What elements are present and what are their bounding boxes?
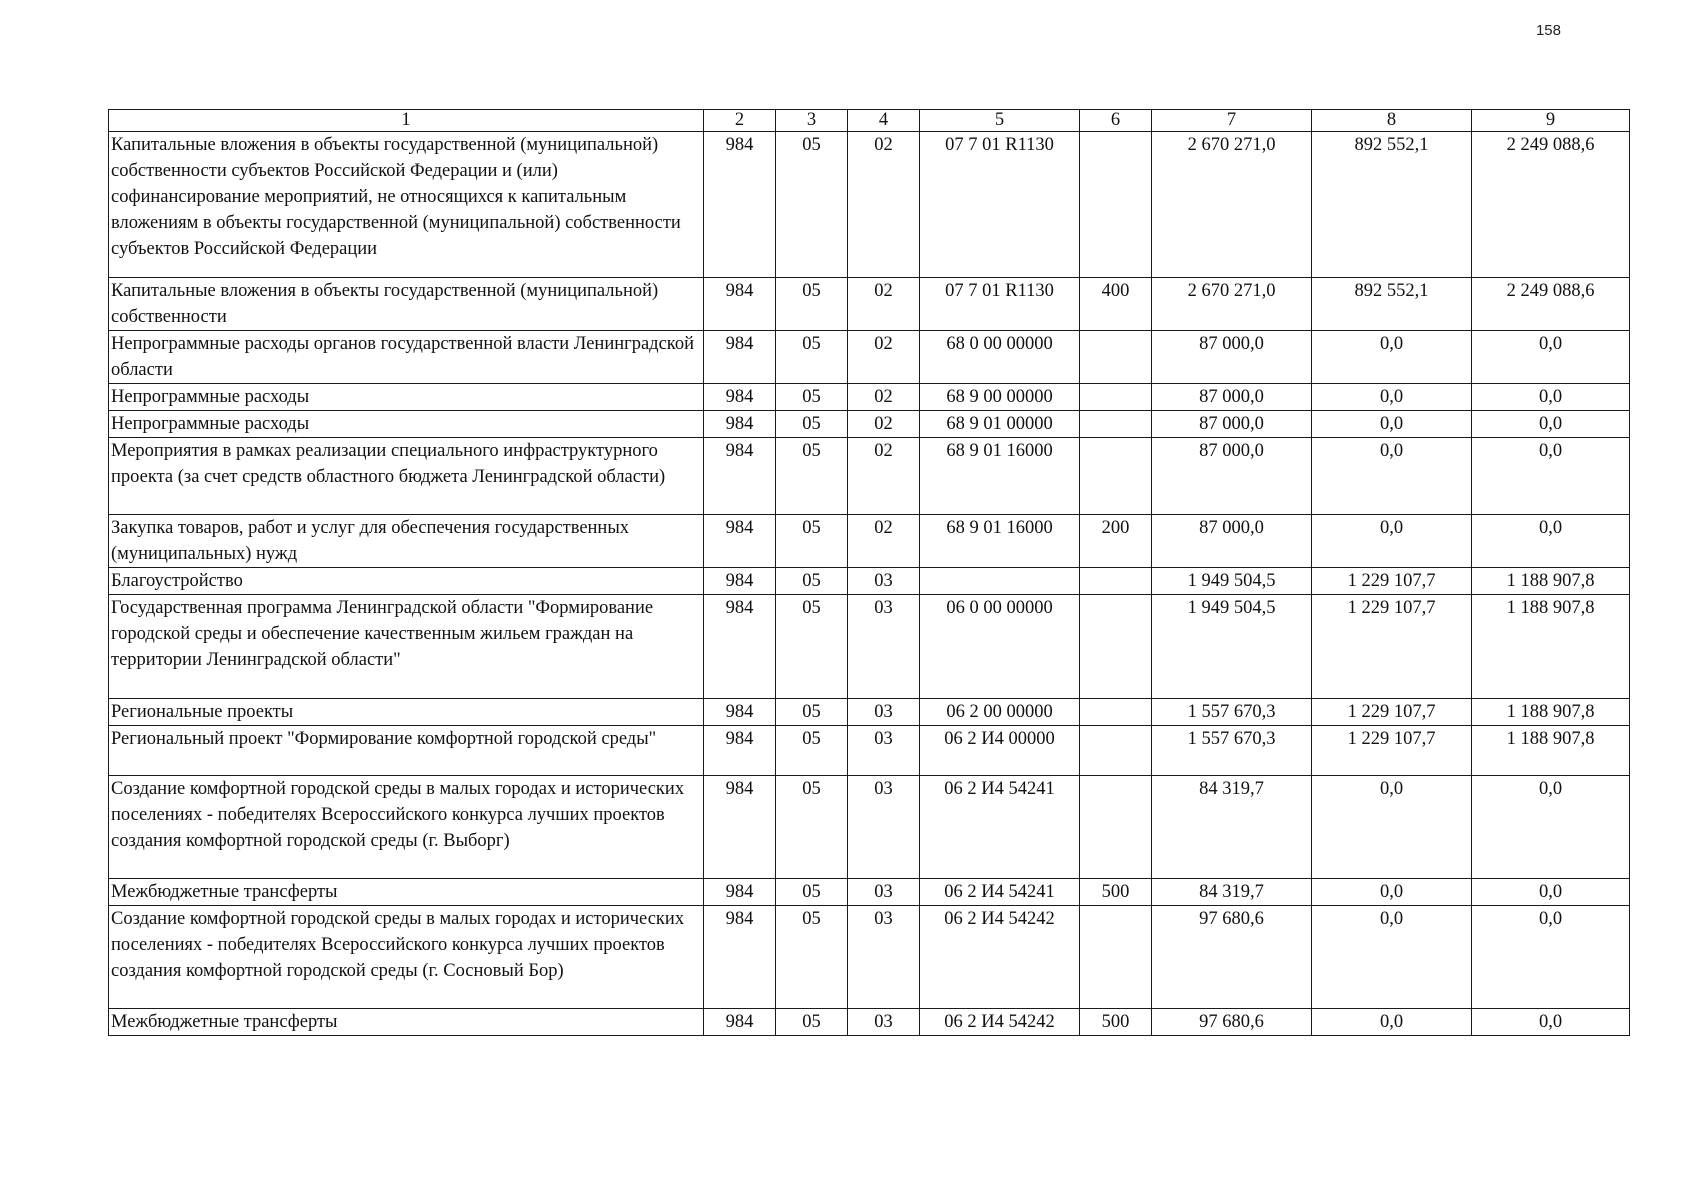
cell-admin-code: 984 (704, 879, 776, 906)
cell-amount-9: 2 249 088,6 (1472, 132, 1630, 278)
row-name: Создание комфортной городской среды в малых городах и исторических поселениях - победителях Всероссийского конкурса лучших проектов создания комфортной городской среды (г. Выборг) (109, 776, 704, 879)
cell-expense-type (1080, 411, 1152, 438)
cell-expense-type (1080, 776, 1152, 879)
table-row (109, 331, 1630, 384)
cell-amount-7: 84 319,7 (1152, 879, 1312, 906)
cell-admin-code: 984 (704, 906, 776, 1009)
cell-amount-7: 87 000,0 (1152, 515, 1312, 568)
cell-section: 05 (776, 515, 848, 568)
cell-amount-8: 0,0 (1312, 515, 1472, 568)
cell-admin-code: 984 (704, 411, 776, 438)
cell-subsection: 03 (848, 595, 920, 699)
cell-amount-9: 0,0 (1472, 411, 1630, 438)
cell-expense-type (1080, 699, 1152, 726)
table-row (109, 776, 1630, 879)
row-name: Создание комфортной городской среды в малых городах и исторических поселениях - победителях Всероссийского конкурса лучших проектов создания комфортной городской среды (г. Сосновый Бор) (109, 906, 704, 1009)
header-col-6: 6 (1080, 110, 1152, 132)
table-row (109, 132, 1630, 278)
cell-section: 05 (776, 879, 848, 906)
cell-amount-9: 0,0 (1472, 384, 1630, 411)
cell-subsection: 02 (848, 411, 920, 438)
cell-section: 05 (776, 411, 848, 438)
cell-expense-type (1080, 438, 1152, 515)
cell-target-article: 06 2 И4 54241 (920, 776, 1080, 879)
cell-subsection: 03 (848, 879, 920, 906)
cell-amount-9: 0,0 (1472, 879, 1630, 906)
table-row (109, 699, 1630, 726)
cell-target-article: 68 9 01 00000 (920, 411, 1080, 438)
cell-admin-code: 984 (704, 568, 776, 595)
table-row (109, 411, 1630, 438)
cell-amount-9: 0,0 (1472, 776, 1630, 879)
cell-amount-8: 892 552,1 (1312, 278, 1472, 331)
cell-target-article: 68 9 01 16000 (920, 438, 1080, 515)
page-number: 158 (1535, 22, 1561, 39)
cell-expense-type (1080, 384, 1152, 411)
table-row (109, 384, 1630, 411)
cell-amount-8: 1 229 107,7 (1312, 595, 1472, 699)
cell-amount-9: 1 188 907,8 (1472, 595, 1630, 699)
row-name: Капитальные вложения в объекты государственной (муниципальной) собственности (109, 278, 704, 331)
row-name: Благоустройство (109, 568, 704, 595)
header-row (109, 110, 1630, 132)
cell-amount-7: 84 319,7 (1152, 776, 1312, 879)
header-col-2: 2 (704, 110, 776, 132)
cell-admin-code: 984 (704, 699, 776, 726)
cell-amount-9: 0,0 (1472, 515, 1630, 568)
cell-target-article: 07 7 01 R1130 (920, 278, 1080, 331)
header-col-8: 8 (1312, 110, 1472, 132)
cell-admin-code: 984 (704, 132, 776, 278)
cell-target-article: 68 9 01 16000 (920, 515, 1080, 568)
cell-expense-type: 200 (1080, 515, 1152, 568)
cell-amount-9: 2 249 088,6 (1472, 278, 1630, 331)
row-name: Региональные проекты (109, 699, 704, 726)
cell-expense-type (1080, 906, 1152, 1009)
table-row (109, 438, 1630, 515)
header-col-3: 3 (776, 110, 848, 132)
row-name: Капитальные вложения в объекты государственной (муниципальной) собственности субъектов Российской Федерации и (или) софинансирование мероприятий, не относящихся к капитальным вложениям в объекты государственной (муниципальной) собственности субъектов Российской Федерации (109, 132, 704, 278)
cell-subsection: 02 (848, 384, 920, 411)
cell-amount-9: 1 188 907,8 (1472, 568, 1630, 595)
cell-target-article: 68 0 00 00000 (920, 331, 1080, 384)
cell-subsection: 02 (848, 438, 920, 515)
row-name: Непрограммные расходы (109, 411, 704, 438)
cell-admin-code: 984 (704, 278, 776, 331)
row-name: Государственная программа Ленинградской области "Формирование городской среды и обеспечение качественным жильем граждан на территории Ленинградской области" (109, 595, 704, 699)
row-name: Закупка товаров, работ и услуг для обеспечения государственных (муниципальных) нужд (109, 515, 704, 568)
cell-amount-7: 87 000,0 (1152, 384, 1312, 411)
table-row (109, 595, 1630, 699)
cell-target-article: 06 2 И4 54242 (920, 1009, 1080, 1036)
row-name: Непрограммные расходы органов государственной власти Ленинградской области (109, 331, 704, 384)
cell-amount-7: 1 557 670,3 (1152, 726, 1312, 776)
cell-amount-8: 892 552,1 (1312, 132, 1472, 278)
cell-target-article: 06 0 00 00000 (920, 595, 1080, 699)
table-row (109, 879, 1630, 906)
cell-amount-9: 1 188 907,8 (1472, 699, 1630, 726)
cell-section: 05 (776, 278, 848, 331)
cell-amount-7: 87 000,0 (1152, 331, 1312, 384)
cell-section: 05 (776, 699, 848, 726)
cell-amount-7: 87 000,0 (1152, 438, 1312, 515)
cell-amount-8: 0,0 (1312, 879, 1472, 906)
table-row (109, 568, 1630, 595)
cell-admin-code: 984 (704, 331, 776, 384)
cell-section: 05 (776, 438, 848, 515)
cell-expense-type: 500 (1080, 1009, 1152, 1036)
cell-admin-code: 984 (704, 438, 776, 515)
cell-amount-7: 1 557 670,3 (1152, 699, 1312, 726)
header-col-5: 5 (920, 110, 1080, 132)
cell-expense-type (1080, 132, 1152, 278)
row-name: Мероприятия в рамках реализации специального инфраструктурного проекта (за счет средств областного бюджета Ленинградской области) (109, 438, 704, 515)
cell-section: 05 (776, 906, 848, 1009)
table-body (109, 132, 1630, 1036)
cell-subsection: 03 (848, 1009, 920, 1036)
cell-amount-8: 0,0 (1312, 438, 1472, 515)
row-name: Межбюджетные трансферты (109, 1009, 704, 1036)
cell-subsection: 03 (848, 726, 920, 776)
cell-amount-7: 2 670 271,0 (1152, 132, 1312, 278)
cell-section: 05 (776, 726, 848, 776)
cell-expense-type (1080, 726, 1152, 776)
header-col-7: 7 (1152, 110, 1312, 132)
cell-target-article: 07 7 01 R1130 (920, 132, 1080, 278)
cell-target-article (920, 568, 1080, 595)
cell-admin-code: 984 (704, 776, 776, 879)
cell-target-article: 06 2 И4 54241 (920, 879, 1080, 906)
cell-amount-7: 2 670 271,0 (1152, 278, 1312, 331)
cell-amount-7: 97 680,6 (1152, 906, 1312, 1009)
cell-amount-9: 0,0 (1472, 331, 1630, 384)
cell-target-article: 06 2 И4 54242 (920, 906, 1080, 1009)
cell-amount-8: 0,0 (1312, 1009, 1472, 1036)
table-header (109, 110, 1630, 132)
cell-amount-8: 0,0 (1312, 411, 1472, 438)
cell-section: 05 (776, 776, 848, 879)
table-row (109, 278, 1630, 331)
header-col-4: 4 (848, 110, 920, 132)
cell-amount-7: 1 949 504,5 (1152, 595, 1312, 699)
cell-amount-9: 0,0 (1472, 1009, 1630, 1036)
cell-section: 05 (776, 132, 848, 278)
cell-target-article: 06 2 И4 00000 (920, 726, 1080, 776)
cell-expense-type (1080, 568, 1152, 595)
header-col-9: 9 (1472, 110, 1630, 132)
cell-subsection: 03 (848, 699, 920, 726)
cell-subsection: 02 (848, 278, 920, 331)
row-name: Непрограммные расходы (109, 384, 704, 411)
cell-amount-8: 0,0 (1312, 331, 1472, 384)
cell-admin-code: 984 (704, 726, 776, 776)
row-name: Межбюджетные трансферты (109, 879, 704, 906)
cell-amount-8: 0,0 (1312, 776, 1472, 879)
table-row (109, 515, 1630, 568)
cell-subsection: 02 (848, 331, 920, 384)
cell-amount-8: 1 229 107,7 (1312, 699, 1472, 726)
cell-target-article: 06 2 00 00000 (920, 699, 1080, 726)
cell-target-article: 68 9 00 00000 (920, 384, 1080, 411)
cell-amount-8: 0,0 (1312, 384, 1472, 411)
cell-amount-7: 1 949 504,5 (1152, 568, 1312, 595)
cell-admin-code: 984 (704, 515, 776, 568)
table-row (109, 1009, 1630, 1036)
cell-section: 05 (776, 595, 848, 699)
cell-admin-code: 984 (704, 1009, 776, 1036)
cell-amount-8: 0,0 (1312, 906, 1472, 1009)
cell-section: 05 (776, 1009, 848, 1036)
cell-subsection: 03 (848, 906, 920, 1009)
table-row (109, 726, 1630, 776)
cell-section: 05 (776, 331, 848, 384)
cell-subsection: 03 (848, 776, 920, 879)
cell-amount-8: 1 229 107,7 (1312, 568, 1472, 595)
cell-amount-8: 1 229 107,7 (1312, 726, 1472, 776)
cell-amount-9: 1 188 907,8 (1472, 726, 1630, 776)
header-col-1: 1 (109, 110, 704, 132)
table-row (109, 906, 1630, 1009)
cell-subsection: 02 (848, 515, 920, 568)
cell-expense-type (1080, 331, 1152, 384)
cell-amount-7: 87 000,0 (1152, 411, 1312, 438)
cell-subsection: 03 (848, 568, 920, 595)
budget-table (108, 109, 1630, 1036)
cell-expense-type: 500 (1080, 879, 1152, 906)
cell-admin-code: 984 (704, 595, 776, 699)
cell-expense-type: 400 (1080, 278, 1152, 331)
cell-amount-9: 0,0 (1472, 906, 1630, 1009)
cell-expense-type (1080, 595, 1152, 699)
row-name: Региональный проект "Формирование комфортной городской среды" (109, 726, 704, 776)
cell-section: 05 (776, 384, 848, 411)
cell-section: 05 (776, 568, 848, 595)
cell-subsection: 02 (848, 132, 920, 278)
cell-amount-7: 97 680,6 (1152, 1009, 1312, 1036)
cell-amount-9: 0,0 (1472, 438, 1630, 515)
cell-admin-code: 984 (704, 384, 776, 411)
